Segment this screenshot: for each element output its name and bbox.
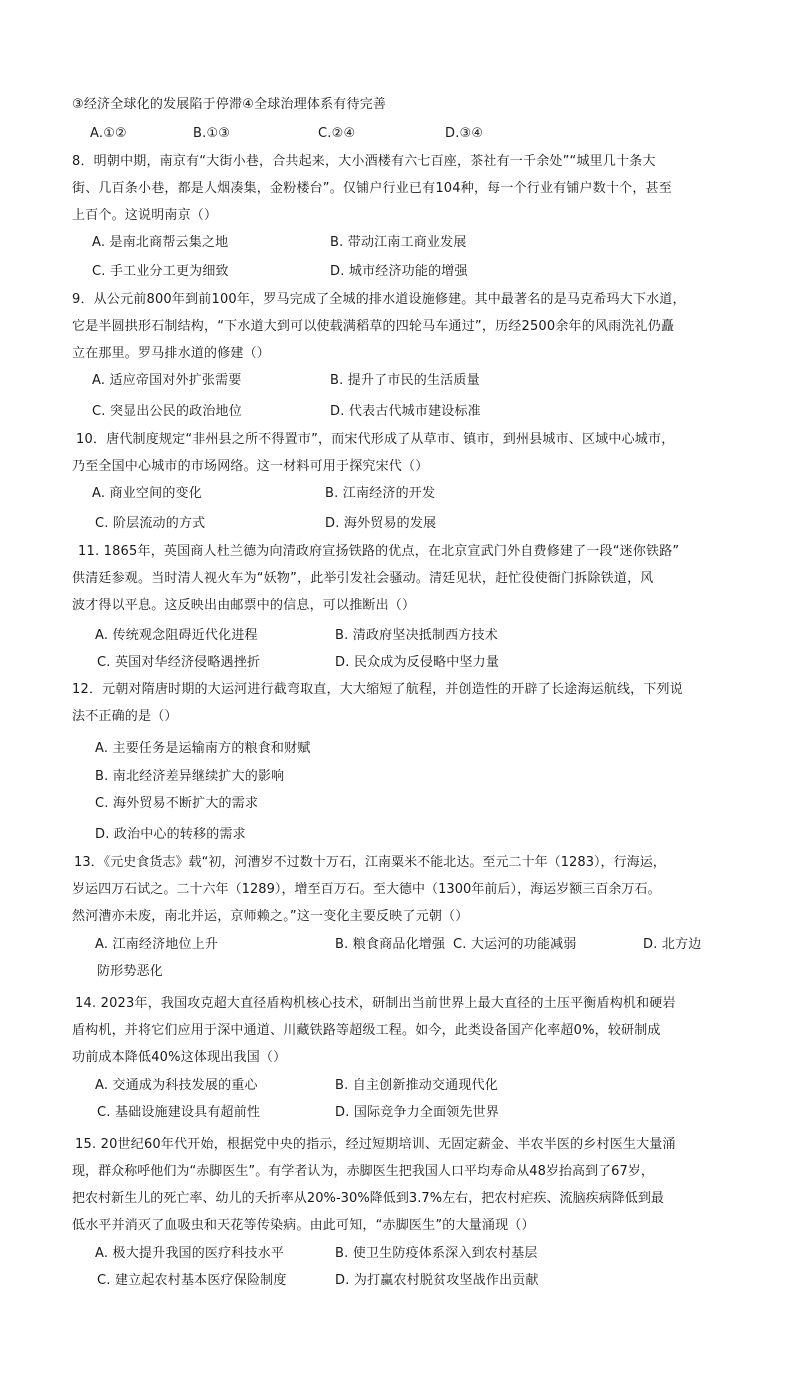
- q15-option-c: C. 建立起农村基本医疗保险制度: [97, 1273, 287, 1288]
- option-a: A.①②: [90, 126, 127, 141]
- question-14-line-2: 盾构机，并将它们应用于深中通道、川藏铁路等超级工程。如今，此类设备国产化率超0%，较研制成: [72, 1023, 661, 1038]
- q13-option-b: B. 粮食商品化增强: [335, 937, 446, 952]
- q10-option-b: B. 江南经济的开发: [325, 486, 436, 501]
- q11-option-b: B. 清政府坚决抵制西方技术: [335, 628, 498, 643]
- question-11-line-3: 波才得以平息。这反映出由邮票中的信息，可以推断出（）: [72, 598, 416, 613]
- question-14-line-1: 14. 2023年，我国攻克超大直径盾构机核心技术，研制出当前世界上最大直径的土压平衡盾构机和硬岩: [75, 996, 676, 1011]
- q12-option-d: D. 政治中心的转移的需求: [95, 827, 246, 842]
- prev-question-tail: ③经济全球化的发展陷于停滞④全球治理体系有待完善: [72, 97, 387, 112]
- q14-option-c: C. 基础设施建设具有超前性: [97, 1105, 261, 1120]
- question-15-line-3: 把农村新生儿的死亡率、幼儿的夭折率从20%-30%降低到3.7%左右，把农村疟疾、流脑疾病降低到最: [72, 1191, 664, 1206]
- q15-option-d: D. 为打赢农村脱贫攻坚战作出贡献: [335, 1273, 539, 1288]
- question-8-line-1: 8．明朝中期，南京有“大街小巷，合共起来，大小酒楼有六七百座，茶社有一千余处”“城里几十条大: [72, 154, 656, 169]
- question-14-line-3: 功前成本降低40%这体现出我国（）: [72, 1050, 287, 1065]
- question-11-line-2: 供清廷参观。当时清人视火车为“妖物”，此举引发社会骚动。清廷见状，赶忙役使衙门拆除铁道，风: [72, 571, 654, 586]
- q10-option-c: C. 阶层流动的方式: [95, 516, 206, 531]
- question-11-line-1: 11. 1865年，英国商人杜兰德为向清政府宣扬铁路的优点，在北京宣武门外自费修建了一段“迷你铁路”: [78, 544, 680, 559]
- question-10-line-1: 10．唐代制度规定“非州县之所不得置市”，而宋代形成了从草市、镇市，到州县城市、区域中心城市，: [76, 432, 675, 447]
- question-13-line-1: 13．《元史食货志》载“初，河漕岁不过数十万石，江南粟米不能北达。至元二十年（1283），行海运，: [74, 855, 666, 870]
- q8-option-c: C. 手工业分工更为细致: [92, 264, 229, 279]
- q10-option-a: A. 商业空间的变化: [92, 486, 202, 501]
- q14-option-b: B. 自主创新推动交通现代化: [335, 1078, 498, 1093]
- q13-option-a: A. 江南经济地位上升: [95, 937, 219, 952]
- q12-option-a: A. 主要任务是运输南方的粮食和财赋: [95, 741, 311, 756]
- question-12-line-1: 12．元朝对隋唐时期的大运河进行截弯取直，大大缩短了航程，并创造性的开辟了长途海运航线，下列说: [72, 682, 683, 697]
- q12-option-c: C. 海外贸易不断扩大的需求: [95, 796, 259, 811]
- option-b: B.①③: [193, 126, 231, 141]
- option-c: C.②④: [318, 126, 356, 141]
- q9-option-d: D. 代表古代城市建设标准: [330, 404, 481, 419]
- question-9-line-2: 它是半圆拱形石制结构，“下水道大到可以使载满稻草的四轮马车通过”，历经2500余年的风雨洗礼仍矗: [72, 319, 675, 334]
- question-12-line-2: 法不正确的是（）: [72, 709, 178, 724]
- question-10-line-2: 乃至全国中心城市的市场网络。这一材料可用于探究宋代（）: [72, 459, 429, 474]
- question-8-line-2: 街、几百条小巷，都是人烟凑集，金粉楼台”。仅铺户行业已有104种，每一个行业有铺户数十个，甚至: [72, 181, 672, 196]
- q8-option-b: B. 带动江南工商业发展: [330, 235, 467, 250]
- q9-option-b: B. 提升了市民的生活质量: [330, 373, 480, 388]
- q11-option-d: D. 民众成为反侵略中坚力量: [335, 655, 500, 670]
- q14-option-d: D. 国际竞争力全面领先世界: [335, 1105, 500, 1120]
- question-13-line-2: 岁运四万石试之。二十六年（1289），增至百万石。至大德中（1300年前后），海运岁额三百余万石。: [72, 882, 661, 897]
- q15-option-a: A. 极大提升我国的医疗科技水平: [95, 1246, 285, 1261]
- q11-option-a: A. 传统观念阻碍近代化进程: [95, 628, 258, 643]
- q14-option-a: A. 交通成为科技发展的重心: [95, 1078, 258, 1093]
- q8-option-a: A. 是南北商帮云集之地: [92, 235, 229, 250]
- q11-option-c: C. 英国对华经济侵略遇挫折: [97, 655, 261, 670]
- q10-option-d: D. 海外贸易的发展: [325, 516, 437, 531]
- q12-option-b: B. 南北经济差异继续扩大的影响: [95, 769, 285, 784]
- q13-option-d: D. 北方边: [643, 937, 702, 952]
- question-15-line-4: 低水平并消灭了血吸虫和天花等传染病。由此可知，“赤脚医生”的大量涌现（）: [72, 1218, 535, 1233]
- question-9-line-3: 立在那里。罗马排水道的修建（）: [72, 346, 271, 361]
- q13-option-d-continued: 防形势恶化: [97, 964, 164, 979]
- option-d: D.③④: [445, 126, 484, 141]
- question-15-line-1: 15. 20世纪60年代开始，根据党中央的指示，经过短期培训、无固定薪金、半农半医的乡村医生大量涌: [75, 1137, 676, 1152]
- question-13-line-3: 然河漕亦未废，南北并运，京师赖之。”这一变化主要反映了元朝（）: [72, 909, 469, 924]
- q9-option-c: C. 突显出公民的政治地位: [92, 404, 242, 419]
- q13-option-c: C. 大运河的功能减弱: [453, 937, 577, 952]
- q9-option-a: A. 适应帝国对外扩张需要: [92, 373, 242, 388]
- question-8-line-3: 上百个。这说明南京（）: [72, 208, 218, 223]
- question-9-line-1: 9．从公元前800年到前100年，罗马完成了全城的排水道设施修建。其中最著名的是马克希玛大下水道，: [72, 292, 686, 307]
- question-15-line-2: 现，群众称呼他们为“赤脚医生”。有学者认为，赤脚医生把我国人口平均寿命从48岁抬高到了67岁，: [72, 1164, 654, 1179]
- q15-option-b: B. 使卫生防疫体系深入到农村基层: [335, 1246, 538, 1261]
- q8-option-d: D. 城市经济功能的增强: [330, 264, 468, 279]
